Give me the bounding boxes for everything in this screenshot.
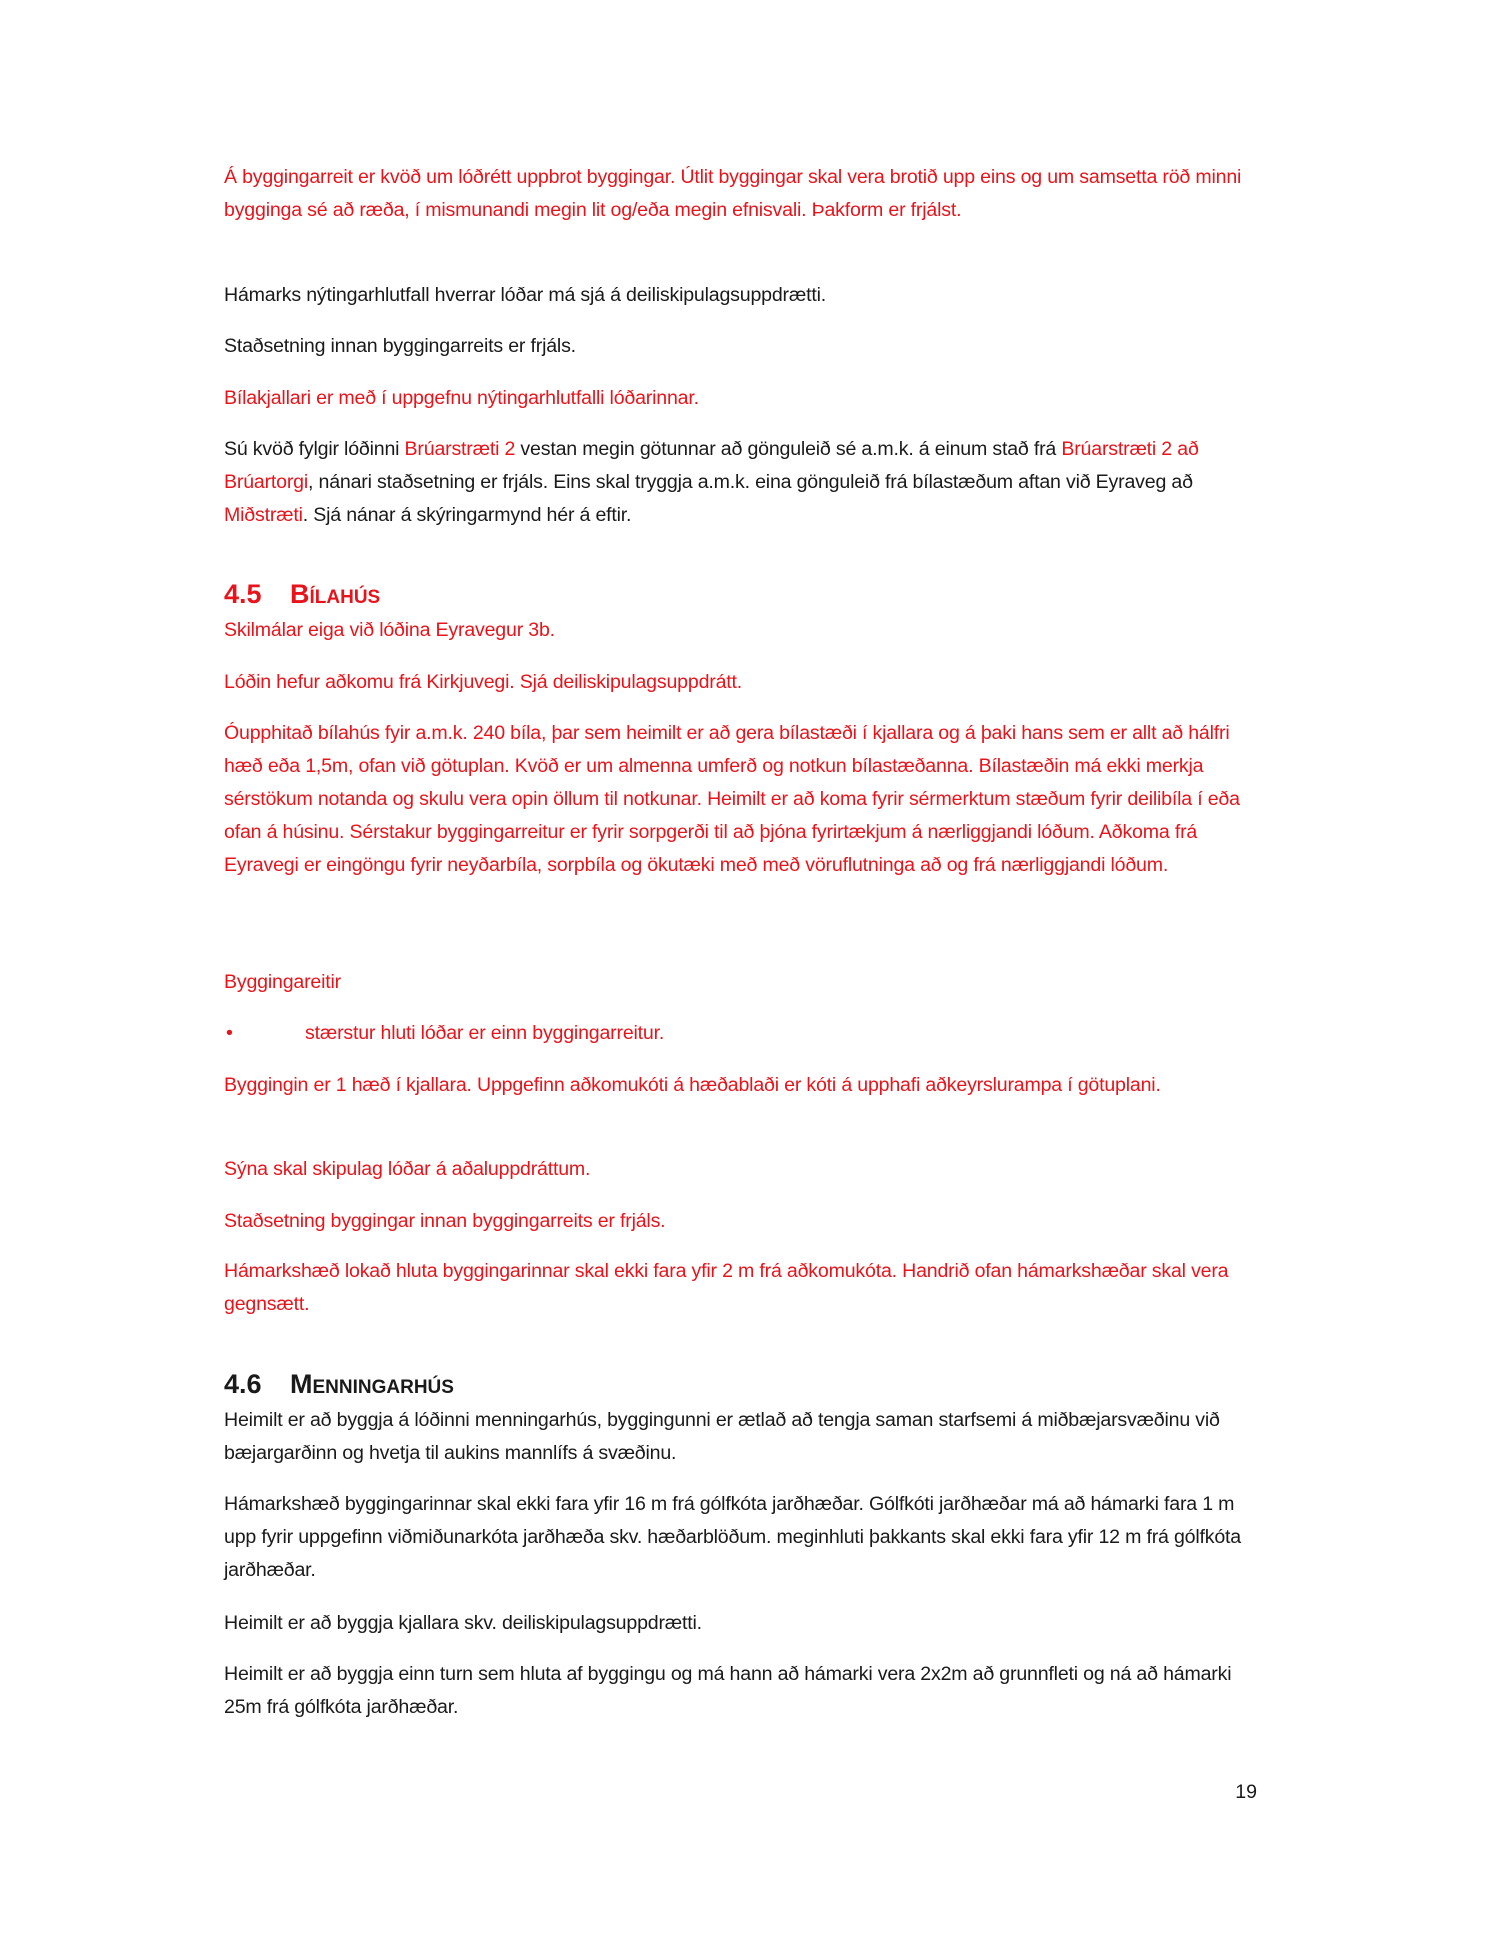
- section-heading-4-6: [224, 1366, 454, 1402]
- intro-paragraph-2: Hámarks nýtingarhlutfall hverrar lóðar má sjá á deiliskipulagsuppdrætti.: [224, 284, 826, 306]
- section45-paragraph: Sýna skal skipulag lóðar á aðaluppdráttum.: [224, 1158, 591, 1180]
- text-segment: vestan megin götunnar að gönguleið sé a.m.k. á einum stað frá: [515, 438, 1062, 460]
- place-name: Brúarstræti 2: [404, 438, 516, 460]
- section46-paragraph: Hámarkshæð byggingarinnar skal ekki fara yfir 16 m frá gólfkóta jarðhæðar. Gólfkóti jarðhæðar má að hámarki fara 1 m upp fyrir uppgefinn viðmiðunarkóta jarðhæða skv. hæðarblöðum. meginhluti þakkants skal ekki fara yfir 12 m frá gólfkóta jarðhæðar.: [224, 1493, 1242, 1581]
- place-name: Brúarstræti 2 að Brúartorgi: [224, 438, 1199, 493]
- section46-paragraph: Heimilt er að byggja á lóðinni menningarhús, byggingunni er ætlað að tengja saman starfsemi á miðbæjarsvæðinu við bæjargarðinn og hvetja til aukins mannlífs á svæðinu.: [224, 1409, 1220, 1464]
- section-number: 4.6: [224, 1369, 262, 1399]
- section46-paragraph: Heimilt er að byggja einn turn sem hluta af byggingu og má hann að hámarki vera 2x2m að grunnfleti og ná að hámarki 25m frá gólfkóta jarðhæðar.: [224, 1663, 1232, 1718]
- section45-paragraph: Skilmálar eiga við lóðina Eyravegur 3b.: [224, 619, 555, 641]
- bullet-icon: •: [226, 1022, 233, 1044]
- section45-paragraph: Byggingin er 1 hæð í kjallara. Uppgefinn aðkomukóti á hæðablaði er kóti á upphafi aðkeyrslurampa í götuplani.: [224, 1074, 1161, 1096]
- page-number: 19: [1235, 1781, 1257, 1803]
- intro-paragraph-3: Staðsetning innan byggingarreits er frjáls.: [224, 335, 576, 357]
- section-title: Menningarhús: [290, 1369, 454, 1399]
- section-heading-4-5: [224, 576, 380, 612]
- section45-paragraph: Lóðin hefur aðkomu frá Kirkjuvegi. Sjá deiliskipulagsuppdrátt.: [224, 671, 743, 693]
- section-number: 4.5: [224, 579, 262, 609]
- bullet-text: stærstur hluti lóðar er einn byggingarreitur.: [305, 1022, 665, 1044]
- section45-paragraph: Staðsetning byggingar innan byggingarreits er frjáls.: [224, 1210, 666, 1232]
- section45-paragraph: Byggingareitir: [224, 971, 342, 993]
- intro-paragraph-4: Bílakjallari er með í uppgefnu nýtingarhlutfalli lóðarinnar.: [224, 387, 699, 409]
- text-segment: Sú kvöð fylgir lóðinni: [224, 438, 405, 460]
- section-title: Bílahús: [290, 579, 381, 609]
- section45-paragraph: Óupphitað bílahús fyir a.m.k. 240 bíla, þar sem heimilt er að gera bílastæði í kjallara og á þaki hans sem er allt að hálfri hæð eða 1,5m, ofan við götuplan. Kvöð er um almenna umferð og notkun bílastæðanna. Bílastæðin má ekki merkja sérstökum notanda og skulu vera opin öllum til notkunar. Heimilt er að koma fyrir sérmerktum stæðum fyrir deilibíla í eða ofan á húsinu. Sérstakur byggingarreitur er fyrir sorpgerði til að þjóna fyrirtækjum á nærliggjandi lóðum. Aðkoma frá Eyravegi er eingöngu fyrir neyðarbíla, sorpbíla og ökutæki með með vöruflutninga að og frá nærliggjandi lóðum.: [224, 722, 1240, 876]
- place-name: Miðstræti: [224, 504, 303, 526]
- text-segment: . Sjá nánar á skýringarmynd hér á eftir.: [302, 504, 632, 526]
- text-segment: , nánari staðsetning er frjáls. Eins skal tryggja a.m.k. eina gönguleið frá bílastæðum aftan við Eyraveg að: [308, 471, 1193, 493]
- intro-paragraph-1: Á byggingarreit er kvöð um lóðrétt uppbrot byggingar. Útlit byggingar skal vera brotið upp eins og um samsetta röð minni bygginga sé að ræða, í mismunandi megin lit og/eða megin efnisvali. Þakform er frjálst.: [224, 166, 1242, 221]
- section45-paragraph: Hámarkshæð lokað hluta byggingarinnar skal ekki fara yfir 2 m frá aðkomukóta. Handrið ofan hámarkshæðar skal vera gegnsætt.: [224, 1260, 1229, 1315]
- intro-paragraph-5: [224, 433, 1264, 532]
- section46-paragraph: Heimilt er að byggja kjallara skv. deiliskipulagsuppdrætti.: [224, 1612, 702, 1634]
